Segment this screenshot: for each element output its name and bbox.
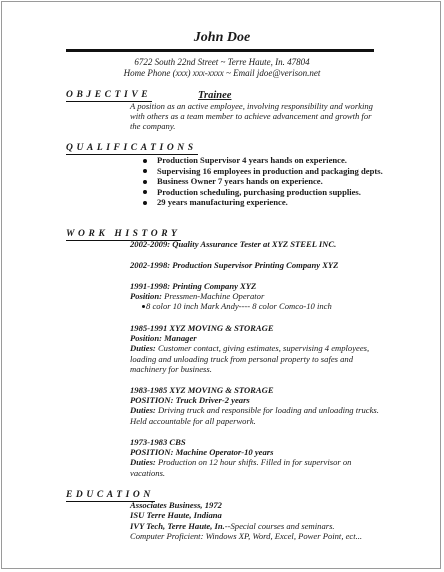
education-school-2: IVY Tech, Terre Haute, In. [130, 520, 225, 531]
position-value: Manager [164, 333, 197, 344]
position-value: Truck Driver-2 years [175, 395, 250, 406]
job-duties [130, 457, 380, 477]
contact-address: 6722 South 22nd Street ~ Terre Haute, In. 47804 [134, 57, 310, 67]
job-title: 1983-1985 XYZ MOVING & STORAGE [130, 385, 274, 395]
job-entry [130, 323, 380, 374]
job-title: 2002-2009: Quality Assurance Tester at XYZ STEEL INC. [130, 239, 337, 249]
header-rule [66, 49, 374, 52]
contact-phone-email: Home Phone (xxx) xxx-xxxx ~ Email jdoe@verison.net [123, 68, 321, 78]
job-duties [130, 343, 380, 374]
position-label: POSITION: [130, 447, 174, 458]
job-position [130, 333, 380, 343]
duties-text: Driving truck and responsible for loading and unloading trucks. Held accountable for all paperwork. [130, 405, 379, 426]
resume-name: John Doe [193, 30, 251, 45]
job-position [130, 447, 380, 457]
education-courses-text: --Special courses and seminars. [224, 520, 335, 531]
job-entry [130, 385, 380, 426]
job-title: 1991-1998: Printing Company XYZ [130, 281, 257, 291]
list-item: Supervising 16 employees in production and packaging depts. [143, 166, 383, 177]
job-position [130, 291, 380, 301]
education-degree: Associates Business, 1972 [130, 500, 222, 510]
education-block [130, 500, 390, 542]
job-position [130, 395, 380, 405]
job-title: 1985-1991 XYZ MOVING & STORAGE [130, 323, 274, 333]
duties-label: Duties: [130, 457, 156, 468]
list-item: Production scheduling, purchasing production supplies. [143, 187, 383, 198]
qualifications-list [143, 155, 383, 208]
objective-title: Trainee [198, 90, 232, 101]
section-work-history: WORK HISTORY [66, 229, 181, 239]
position-value: Machine Operator-10 years [175, 447, 274, 458]
job-entry [130, 281, 380, 312]
job-entry [130, 437, 380, 478]
job-entry [130, 239, 380, 249]
education-courses [130, 521, 390, 531]
education-skills: Computer Proficient: Windows XP, Word, Excel, Power Point, ect... [130, 531, 363, 542]
job-bullet: 8 color 10 inch Mark Andy---- 8 color Comco-10 inch [130, 301, 380, 311]
objective-text: A position as an active employee, involving responsibility and working with others as a team member to achieve advancement and growth for the company. [130, 101, 373, 132]
duties-label: Duties: [130, 343, 156, 354]
duties-text: Production on 12 hour shifts. Filled in for supervisor on vacations. [130, 457, 352, 478]
section-qualifications: QUALIFICATIONS [66, 143, 197, 153]
education-school: ISU Terre Haute, Indiana [130, 510, 222, 521]
list-item: 29 years manufacturing experience. [143, 197, 383, 208]
position-label: Position: [130, 291, 162, 302]
job-entry [130, 260, 380, 270]
list-item: Business Owner 7 years hands on experience. [143, 176, 383, 187]
job-title: 1973-1983 CBS [130, 437, 186, 447]
position-label: Position: [130, 333, 162, 344]
section-objective: OBJECTIVE [66, 90, 152, 100]
position-value: Pressmen-Machine Operator [164, 291, 265, 302]
list-item: Production Supervisor 4 years hands on experience. [143, 155, 383, 166]
section-education: EDUCATION [66, 490, 154, 500]
job-title: 2002-1998: Production Supervisor Printing Company XYZ [130, 260, 339, 270]
position-label: POSITION: [130, 395, 174, 406]
job-duties [130, 405, 380, 425]
duties-text: Customer contact, giving estimates, supervising 4 employees, loading and unloading truck from personal property to safes and machinery for business. [130, 343, 370, 374]
duties-label: Duties: [130, 405, 156, 416]
